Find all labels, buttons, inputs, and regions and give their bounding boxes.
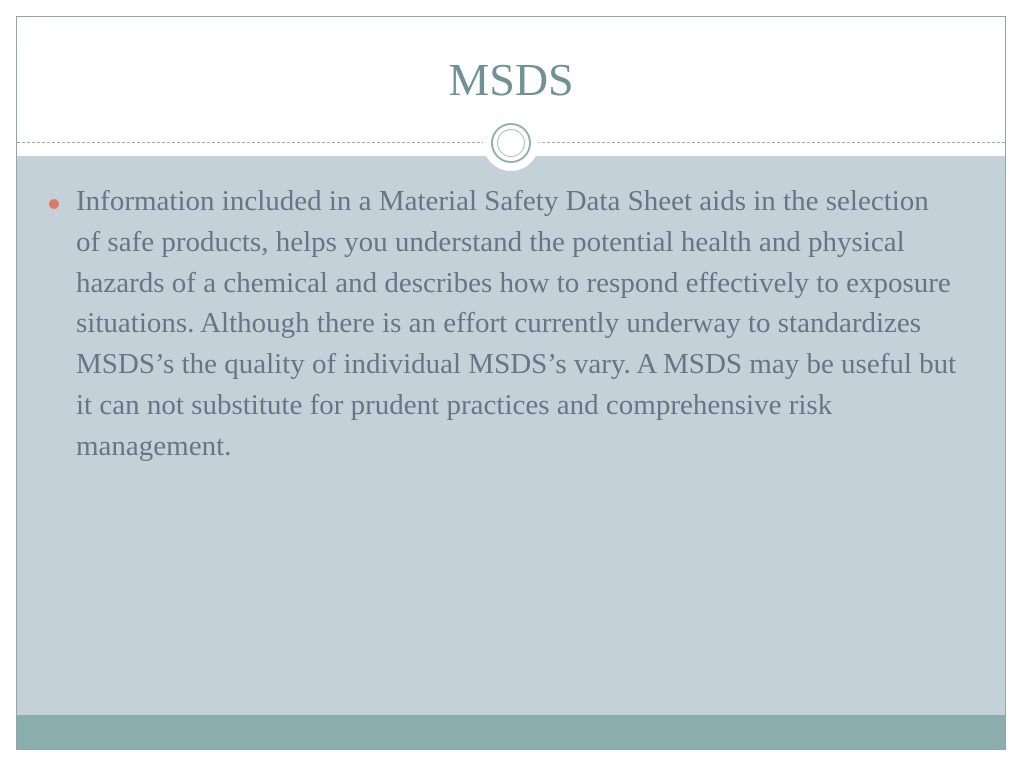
bullet-dot-icon [49,199,59,209]
circle-ornament-icon [483,115,539,171]
circle-inner-ring [497,129,525,157]
content-area [17,156,1005,716]
slide-title: MSDS [448,54,574,105]
bullet-text: Information included in a Material Safety Data Sheet aids in the selection of safe products, helps you understand the potential health and physical hazards of a chemical and describes how to respond effectively to exposure situations. Although there is an effort currently underway to standardizes MSDS’s the quality of individual MSDS’s vary. A MSDS may be useful but it can not substitute for prudent practices and comprehensive risk management. [76,185,957,462]
footer-band [17,715,1005,749]
slide [16,16,1006,750]
circle-ring [491,123,531,163]
bullet-list [47,181,957,467]
list-item [47,181,957,467]
